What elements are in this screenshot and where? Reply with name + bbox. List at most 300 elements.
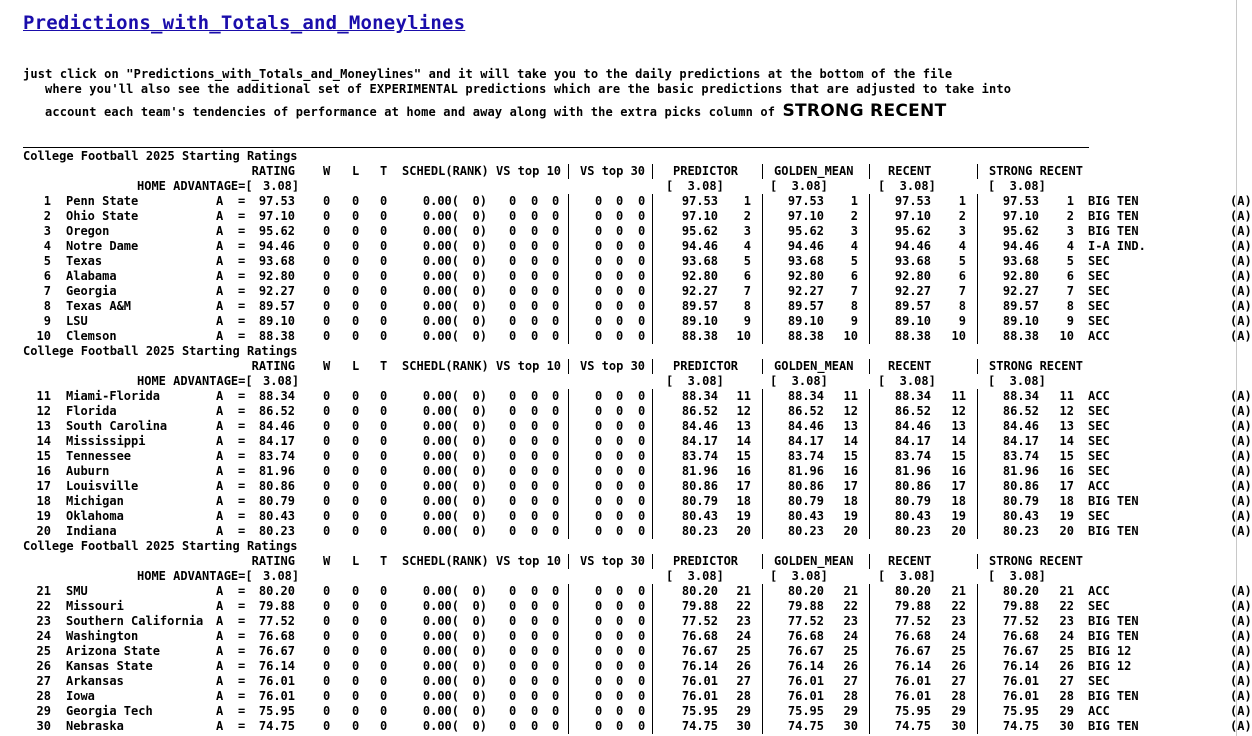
vs-top-30-value: 0 <box>595 434 603 448</box>
team-name: Louisville <box>66 479 139 493</box>
wlt-value: 0 <box>323 524 331 538</box>
column-divider <box>869 494 870 509</box>
header-vs-top-30: VS top 30 <box>580 164 646 178</box>
column-divider <box>568 419 569 434</box>
team-rating: 84.46 <box>258 419 295 433</box>
wlt-value: 0 <box>323 614 331 628</box>
team-division: A <box>216 239 224 253</box>
column-divider <box>977 359 978 374</box>
vs-top-10-value: 0 <box>552 479 560 493</box>
vs-top-30-value: 0 <box>595 584 603 598</box>
vs-top-30-value: 0 <box>638 674 646 688</box>
wlt-value: 0 <box>380 224 388 238</box>
team-rank: 8 <box>43 299 51 313</box>
team-row <box>0 329 1252 344</box>
header-recent: RECENT <box>888 164 932 178</box>
recent-rank: 11 <box>951 389 966 403</box>
team-rating: 80.43 <box>258 509 295 523</box>
wlt-value: 0 <box>323 509 331 523</box>
team-row <box>0 584 1252 599</box>
column-divider <box>869 614 870 629</box>
team-rating: 93.68 <box>258 254 295 268</box>
team-conference: BIG TEN <box>1088 614 1139 628</box>
recent-value: 81.96 <box>894 464 931 478</box>
schedule-strength: 0.00( <box>422 719 459 733</box>
vs-top-30-value: 0 <box>595 704 603 718</box>
vs-top-10-value: 0 <box>552 449 560 463</box>
vs-top-30-value: 0 <box>616 239 624 253</box>
vs-top-30-value: 0 <box>638 524 646 538</box>
strong-recent-value: 74.75 <box>1002 719 1039 733</box>
column-divider <box>869 659 870 674</box>
schedule-strength: 0.00( <box>422 689 459 703</box>
team-row <box>0 269 1252 284</box>
predictor-rank: 23 <box>736 614 751 628</box>
vs-top-30-value: 0 <box>616 599 624 613</box>
column-divider <box>869 464 870 479</box>
team-rating: 74.75 <box>258 719 295 733</box>
header-strong-recent: STRONG RECENT <box>989 359 1083 373</box>
header-t: T <box>380 554 388 568</box>
strong-recent-value: 97.10 <box>1002 209 1039 223</box>
vs-top-30-value: 0 <box>638 584 646 598</box>
equals-sign: = <box>238 659 246 673</box>
predictor-value: 76.68 <box>681 629 718 643</box>
column-divider <box>568 209 569 224</box>
wlt-value: 0 <box>352 299 360 313</box>
golden-mean-value: 76.67 <box>787 644 824 658</box>
vs-top-30-value: 0 <box>616 509 624 523</box>
team-division: A <box>216 644 224 658</box>
vs-top-10-value: 0 <box>509 689 517 703</box>
column-divider <box>977 584 978 599</box>
golden-mean-value: 83.74 <box>787 449 824 463</box>
column-divider <box>652 359 653 374</box>
team-rank: 10 <box>36 329 51 343</box>
column-divider <box>762 419 763 434</box>
header-l: L <box>352 164 360 178</box>
golden-mean-rank: 9 <box>850 314 858 328</box>
column-divider <box>652 674 653 689</box>
golden-mean-rank: 4 <box>850 239 858 253</box>
strong-recent-value: 88.38 <box>1002 329 1039 343</box>
header-schedl-rank: SCHEDL(RANK) <box>402 554 489 568</box>
vs-top-30-value: 0 <box>638 419 646 433</box>
vs-top-10-value: 0 <box>552 614 560 628</box>
wlt-value: 0 <box>352 269 360 283</box>
golden-mean-rank: 20 <box>843 524 858 538</box>
team-tag: (A) <box>1230 659 1252 673</box>
recent-rank: 5 <box>958 254 966 268</box>
column-divider <box>568 509 569 524</box>
vs-top-30-value: 0 <box>638 284 646 298</box>
golden-mean-value: 89.10 <box>787 314 824 328</box>
strong-recent-rank: 28 <box>1059 689 1074 703</box>
column-divider <box>568 614 569 629</box>
vs-top-10-value: 0 <box>552 629 560 643</box>
team-tag: (A) <box>1230 479 1252 493</box>
wlt-value: 0 <box>323 314 331 328</box>
equals-sign: = <box>238 209 246 223</box>
strong-recent-value: 76.14 <box>1002 659 1039 673</box>
column-divider <box>762 659 763 674</box>
header-strong-recent: STRONG RECENT <box>989 554 1083 568</box>
column-divider <box>869 584 870 599</box>
equals-sign: = <box>238 509 246 523</box>
vs-top-30-value: 0 <box>595 599 603 613</box>
team-conference: SEC <box>1088 404 1110 418</box>
team-tag: (A) <box>1230 254 1252 268</box>
header-golden-mean: GOLDEN_MEAN <box>774 359 854 373</box>
equals-sign: = <box>238 239 246 253</box>
strong-recent-rank: 5 <box>1066 254 1074 268</box>
column-divider <box>869 554 870 569</box>
wlt-value: 0 <box>323 284 331 298</box>
team-tag: (A) <box>1230 404 1252 418</box>
team-rating: 76.67 <box>258 644 295 658</box>
column-divider <box>568 644 569 659</box>
recent-rank: 26 <box>951 659 966 673</box>
team-tag: (A) <box>1230 494 1252 508</box>
predictor-value: 89.10 <box>681 314 718 328</box>
wlt-value: 0 <box>323 719 331 733</box>
golden-mean-value: 76.01 <box>787 689 824 703</box>
predictions-link[interactable]: Predictions_with_Totals_and_Moneylines <box>23 12 466 34</box>
team-rank: 11 <box>36 389 51 403</box>
strong-recent-value: 76.68 <box>1002 629 1039 643</box>
team-rank: 26 <box>36 659 51 673</box>
team-name: Oregon <box>66 224 110 238</box>
column-divider <box>652 404 653 419</box>
vs-top-30-value: 0 <box>638 329 646 343</box>
wlt-value: 0 <box>380 674 388 688</box>
column-divider <box>568 674 569 689</box>
schedule-strength: 0.00( <box>422 314 459 328</box>
equals-sign: = <box>238 449 246 463</box>
column-divider <box>869 509 870 524</box>
vs-top-30-value: 0 <box>638 224 646 238</box>
predictor-rank: 21 <box>736 584 751 598</box>
column-divider <box>977 524 978 539</box>
team-row <box>0 299 1252 314</box>
wlt-value: 0 <box>352 479 360 493</box>
team-division: A <box>216 224 224 238</box>
team-row <box>0 704 1252 719</box>
column-divider <box>977 164 978 179</box>
strong-recent-rank: 7 <box>1066 284 1074 298</box>
team-row <box>0 449 1252 464</box>
column-divider <box>762 509 763 524</box>
schedule-strength: 0.00( <box>422 599 459 613</box>
column-divider <box>762 329 763 344</box>
team-name: SMU <box>66 584 88 598</box>
golden-mean-rank: 14 <box>843 434 858 448</box>
team-rank: 18 <box>36 494 51 508</box>
wlt-value: 0 <box>380 239 388 253</box>
schedule-rank: 0) <box>472 479 487 493</box>
schedule-strength: 0.00( <box>422 479 459 493</box>
section-title-text: College Football 2025 Starting Ratings <box>23 149 298 163</box>
vs-top-30-value: 0 <box>638 689 646 703</box>
team-rank: 3 <box>43 224 51 238</box>
column-divider <box>977 449 978 464</box>
golden-mean-rank: 6 <box>850 269 858 283</box>
predictor-value: 94.46 <box>681 239 718 253</box>
vs-top-30-value: 0 <box>638 269 646 283</box>
column-divider <box>652 554 653 569</box>
wlt-value: 0 <box>380 449 388 463</box>
vs-top-10-value: 0 <box>531 689 539 703</box>
recent-rank: 7 <box>958 284 966 298</box>
strong-recent-value: 81.96 <box>1002 464 1039 478</box>
team-row <box>0 599 1252 614</box>
team-name: Miami-Florida <box>66 389 160 403</box>
golden-mean-value: 89.57 <box>787 299 824 313</box>
recent-value: 80.79 <box>894 494 931 508</box>
header-recent: RECENT <box>888 554 932 568</box>
golden-mean-value: 92.80 <box>787 269 824 283</box>
wlt-value: 0 <box>352 434 360 448</box>
schedule-rank: 0) <box>472 299 487 313</box>
wlt-value: 0 <box>352 509 360 523</box>
strong-recent-rank: 25 <box>1059 644 1074 658</box>
recent-value: 76.01 <box>894 689 931 703</box>
strong-recent-rank: 2 <box>1066 209 1074 223</box>
equals-sign: = <box>238 674 246 688</box>
vs-top-30-value: 0 <box>616 719 624 733</box>
column-divider <box>869 359 870 374</box>
vs-top-30-value: 0 <box>638 389 646 403</box>
header-l: L <box>352 359 360 373</box>
team-conference: SEC <box>1088 599 1110 613</box>
team-conference: BIG TEN <box>1088 719 1139 733</box>
golden-mean-rank: 24 <box>843 629 858 643</box>
predictor-rank: 10 <box>736 329 751 343</box>
team-rating: 76.14 <box>258 659 295 673</box>
schedule-strength: 0.00( <box>422 524 459 538</box>
home-advantage-row <box>0 179 1248 194</box>
team-tag: (A) <box>1230 239 1252 253</box>
team-name: Auburn <box>66 464 110 478</box>
team-rating: 76.01 <box>258 689 295 703</box>
wlt-value: 0 <box>380 584 388 598</box>
wlt-value: 0 <box>323 194 331 208</box>
predictor-value: 95.62 <box>681 224 718 238</box>
wlt-value: 0 <box>323 224 331 238</box>
vs-top-30-value: 0 <box>595 269 603 283</box>
wlt-value: 0 <box>380 299 388 313</box>
wlt-value: 0 <box>380 329 388 343</box>
wlt-value: 0 <box>352 239 360 253</box>
golden-mean-value: 76.01 <box>787 674 824 688</box>
wlt-value: 0 <box>380 434 388 448</box>
wlt-value: 0 <box>352 719 360 733</box>
wlt-value: 0 <box>380 719 388 733</box>
recent-value: 88.38 <box>894 329 931 343</box>
header-rating: RATING <box>251 554 295 568</box>
golden-mean-rank: 3 <box>850 224 858 238</box>
team-tag: (A) <box>1230 434 1252 448</box>
equals-sign: = <box>238 689 246 703</box>
schedule-strength: 0.00( <box>422 419 459 433</box>
schedule-rank: 0) <box>472 674 487 688</box>
predictor-rank: 18 <box>736 494 751 508</box>
column-divider <box>869 644 870 659</box>
column-divider <box>652 329 653 344</box>
schedule-strength: 0.00( <box>422 494 459 508</box>
strong-recent-value: 94.46 <box>1002 239 1039 253</box>
column-divider <box>568 314 569 329</box>
team-tag: (A) <box>1230 464 1252 478</box>
column-divider <box>869 689 870 704</box>
golden-mean-rank: 16 <box>843 464 858 478</box>
team-rank: 30 <box>36 719 51 733</box>
team-row <box>0 194 1252 209</box>
intro-line-2: where you'll also see the additional set of EXPERIMENTAL predictions which are the basic predictions that are adjusted to take into <box>45 82 1012 96</box>
team-conference: SEC <box>1088 674 1110 688</box>
team-name: Ohio State <box>66 209 139 223</box>
column-divider <box>869 629 870 644</box>
home-advantage-value: 3.08] <box>263 374 300 388</box>
vs-top-30-value: 0 <box>638 659 646 673</box>
predictor-value: 81.96 <box>681 464 718 478</box>
team-rank: 28 <box>36 689 51 703</box>
schedule-rank: 0) <box>472 599 487 613</box>
vs-top-10-value: 0 <box>531 314 539 328</box>
recent-rank: 24 <box>951 629 966 643</box>
vs-top-10-value: 0 <box>531 704 539 718</box>
wlt-value: 0 <box>352 449 360 463</box>
vs-top-30-value: 0 <box>595 659 603 673</box>
wlt-value: 0 <box>323 404 331 418</box>
schedule-rank: 0) <box>472 659 487 673</box>
team-conference: BIG TEN <box>1088 524 1139 538</box>
wlt-value: 0 <box>352 284 360 298</box>
team-division: A <box>216 389 224 403</box>
wlt-value: 0 <box>352 629 360 643</box>
wlt-value: 0 <box>380 254 388 268</box>
equals-sign: = <box>238 494 246 508</box>
golden-mean-rank: 1 <box>850 194 858 208</box>
team-conference: SEC <box>1088 254 1110 268</box>
column-divider <box>977 614 978 629</box>
team-rating: 75.95 <box>258 704 295 718</box>
wlt-value: 0 <box>380 464 388 478</box>
vs-top-10-value: 0 <box>509 284 517 298</box>
predictor-rank: 5 <box>743 254 751 268</box>
wlt-value: 0 <box>380 494 388 508</box>
vs-top-10-value: 0 <box>531 614 539 628</box>
team-rating: 97.53 <box>258 194 295 208</box>
predictor-rank: 4 <box>743 239 751 253</box>
team-rating: 80.20 <box>258 584 295 598</box>
column-divider <box>652 209 653 224</box>
vs-top-10-value: 0 <box>531 629 539 643</box>
predictor-value: 88.38 <box>681 329 718 343</box>
team-conference: I-A IND. <box>1088 239 1146 253</box>
strong-recent-value: 80.79 <box>1002 494 1039 508</box>
recent-value: 93.68 <box>894 254 931 268</box>
recent-value: 92.80 <box>894 269 931 283</box>
header-predictor: PREDICTOR <box>673 164 739 178</box>
vs-top-10-value: 0 <box>552 389 560 403</box>
vs-top-10-value: 0 <box>509 434 517 448</box>
team-name: Indiana <box>66 524 117 538</box>
vs-top-10-value: 0 <box>509 299 517 313</box>
team-division: A <box>216 449 224 463</box>
team-tag: (A) <box>1230 629 1252 643</box>
team-rating: 95.62 <box>258 224 295 238</box>
recent-rank: 21 <box>951 584 966 598</box>
vs-top-30-value: 0 <box>616 194 624 208</box>
header-rating: RATING <box>251 164 295 178</box>
predictor-rank: 28 <box>736 689 751 703</box>
strong-recent-rank: 23 <box>1059 614 1074 628</box>
team-row <box>0 404 1252 419</box>
vs-top-10-value: 0 <box>509 449 517 463</box>
team-rating: 88.34 <box>258 389 295 403</box>
wlt-value: 0 <box>352 674 360 688</box>
predictor-value: 84.17 <box>681 434 718 448</box>
team-rating: 89.10 <box>258 314 295 328</box>
vs-top-10-value: 0 <box>552 494 560 508</box>
schedule-strength: 0.00( <box>422 269 459 283</box>
team-rank: 25 <box>36 644 51 658</box>
team-name: Georgia <box>66 284 117 298</box>
vs-top-10-value: 0 <box>509 629 517 643</box>
column-divider <box>652 164 653 179</box>
equals-sign: = <box>238 704 246 718</box>
column-divider <box>762 719 763 734</box>
vs-top-30-value: 0 <box>595 614 603 628</box>
column-divider <box>652 254 653 269</box>
vs-top-10-value: 0 <box>552 194 560 208</box>
team-conference: BIG 12 <box>1088 659 1132 673</box>
predictor-value: 80.23 <box>681 524 718 538</box>
schedule-rank: 0) <box>472 434 487 448</box>
schedule-rank: 0) <box>472 314 487 328</box>
team-conference: ACC <box>1088 389 1110 403</box>
team-rating: 79.88 <box>258 599 295 613</box>
strong-recent-value: 86.52 <box>1002 404 1039 418</box>
predictor-rank: 30 <box>736 719 751 733</box>
golden-mean-value: 86.52 <box>787 404 824 418</box>
column-divider <box>977 419 978 434</box>
equals-sign: = <box>238 194 246 208</box>
column-divider <box>762 404 763 419</box>
vs-top-10-value: 0 <box>531 524 539 538</box>
home-advantage-row <box>0 374 1248 389</box>
team-rank: 17 <box>36 479 51 493</box>
vs-top-30-value: 0 <box>638 509 646 523</box>
vs-top-10-value: 0 <box>531 194 539 208</box>
column-divider <box>568 554 569 569</box>
vs-top-10-value: 0 <box>509 329 517 343</box>
column-divider <box>977 599 978 614</box>
header-w: W <box>323 359 331 373</box>
predictor-value: 76.01 <box>681 674 718 688</box>
column-divider <box>977 404 978 419</box>
equals-sign: = <box>238 719 246 733</box>
golden-mean-rank: 8 <box>850 299 858 313</box>
strong-recent-value: 84.17 <box>1002 434 1039 448</box>
wlt-value: 0 <box>323 674 331 688</box>
equals-sign: = <box>238 644 246 658</box>
header-row <box>0 554 1248 569</box>
team-name: Tennessee <box>66 449 132 463</box>
column-divider <box>762 479 763 494</box>
team-tag: (A) <box>1230 704 1252 718</box>
